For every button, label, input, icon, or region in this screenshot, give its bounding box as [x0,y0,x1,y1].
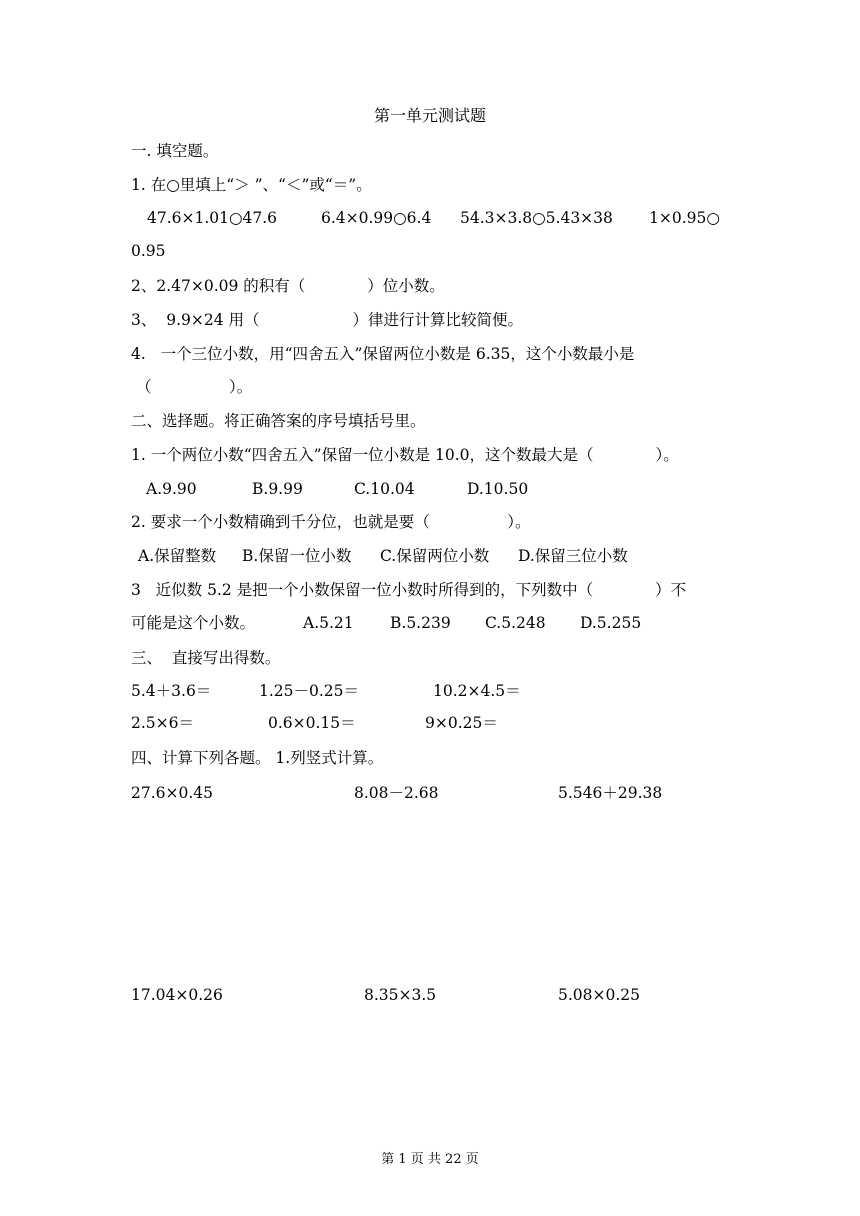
section1-q1-item-3: 54.3×3.8○5.43×38 [460,209,613,227]
section1-q4-line2: （ ）。 [136,378,253,396]
section3-r1-c3: 10.2×4.5＝ [433,682,521,700]
section2-q1-option-a: A.9.90 [146,480,197,498]
section2-q1-option-b: B.9.99 [252,480,303,498]
section3-r1-c2: 1.25－0.25＝ [259,682,360,700]
section4-heading: 四、计算下列各题。 1.列竖式计算。 [131,749,384,767]
section2-q1-option-c: C.10.04 [354,480,415,498]
page-footer: 第 1 页 共 22 页 [381,1152,479,1167]
section3-r2-c1: 2.5×6＝ [131,714,194,732]
section3-r2-c2: 0.6×0.15＝ [268,714,356,732]
page-title: 第一单元测试题 [373,106,486,125]
section3-heading: 三、 直接写出得数。 [131,649,281,667]
section1-q4-line1: 4. 一个三位小数，用“四舍五入”保留两位小数是 6.35，这个小数最小是 [131,345,635,363]
section1-q1-item-4: 1×0.95○ [649,209,720,227]
section4-r2-c2: 8.35×3.5 [364,986,437,1004]
section2-q2-option-c: C.保留两位小数 [380,547,490,565]
section3-r1-c1: 5.4＋3.6＝ [131,682,212,700]
section4-r2-c1: 17.04×0.26 [131,986,223,1004]
section4-r2-c3: 5.08×0.25 [558,986,641,1004]
section2-q1-text: 1. 一个两位小数“四舍五入”保留一位小数是 10.0，这个数最大是（ ）。 [131,446,679,464]
section1-q2: 2、2.47×0.09 的积有（ ）位小数。 [131,277,445,295]
section2-q3-option-a: A.5.21 [303,614,354,632]
section1-q1-item-1: 47.6×1.01○47.6 [147,209,278,227]
section4-r1-c2: 8.08－2.68 [354,784,439,802]
section2-q2-option-a: A.保留整数 [138,547,217,565]
section2-q1-option-d: D.10.50 [467,480,529,498]
section2-q2-option-d: D.保留三位小数 [518,547,628,565]
section1-q1-wrap: 0.95 [131,242,166,260]
section1-q1-text: 1. 在○里填上“＞ ”、“＜”或“＝”。 [131,176,372,194]
section2-q3-line2: 可能是这个小数。 [131,614,256,632]
section4-r1-c3: 5.546＋29.38 [558,784,663,802]
section2-q3-option-b: B.5.239 [390,614,451,632]
section2-q2-text: 2. 要求一个小数精确到千分位，也就是要（ ）。 [131,513,531,531]
section2-q3-line1: 3 近似数 5.2 是把一个小数保留一位小数时所得到的，下列数中（ ）不 [131,581,687,599]
section1-q3: 3、 9.9×24 用（ ）律进行计算比较简便。 [131,311,524,329]
section2-q3-option-d: D.5.255 [580,614,642,632]
section2-heading: 二、选择题。将正确答案的序号填括号里。 [131,412,426,430]
section2-q3-option-c: C.5.248 [485,614,546,632]
section1-q1-item-2: 6.4×0.99○6.4 [321,209,432,227]
section2-q2-option-b: B.保留一位小数 [242,547,352,565]
section1-heading: 一. 填空题。 [131,142,219,160]
section4-r1-c1: 27.6×0.45 [131,784,214,802]
section3-r2-c3: 9×0.25＝ [425,714,498,732]
